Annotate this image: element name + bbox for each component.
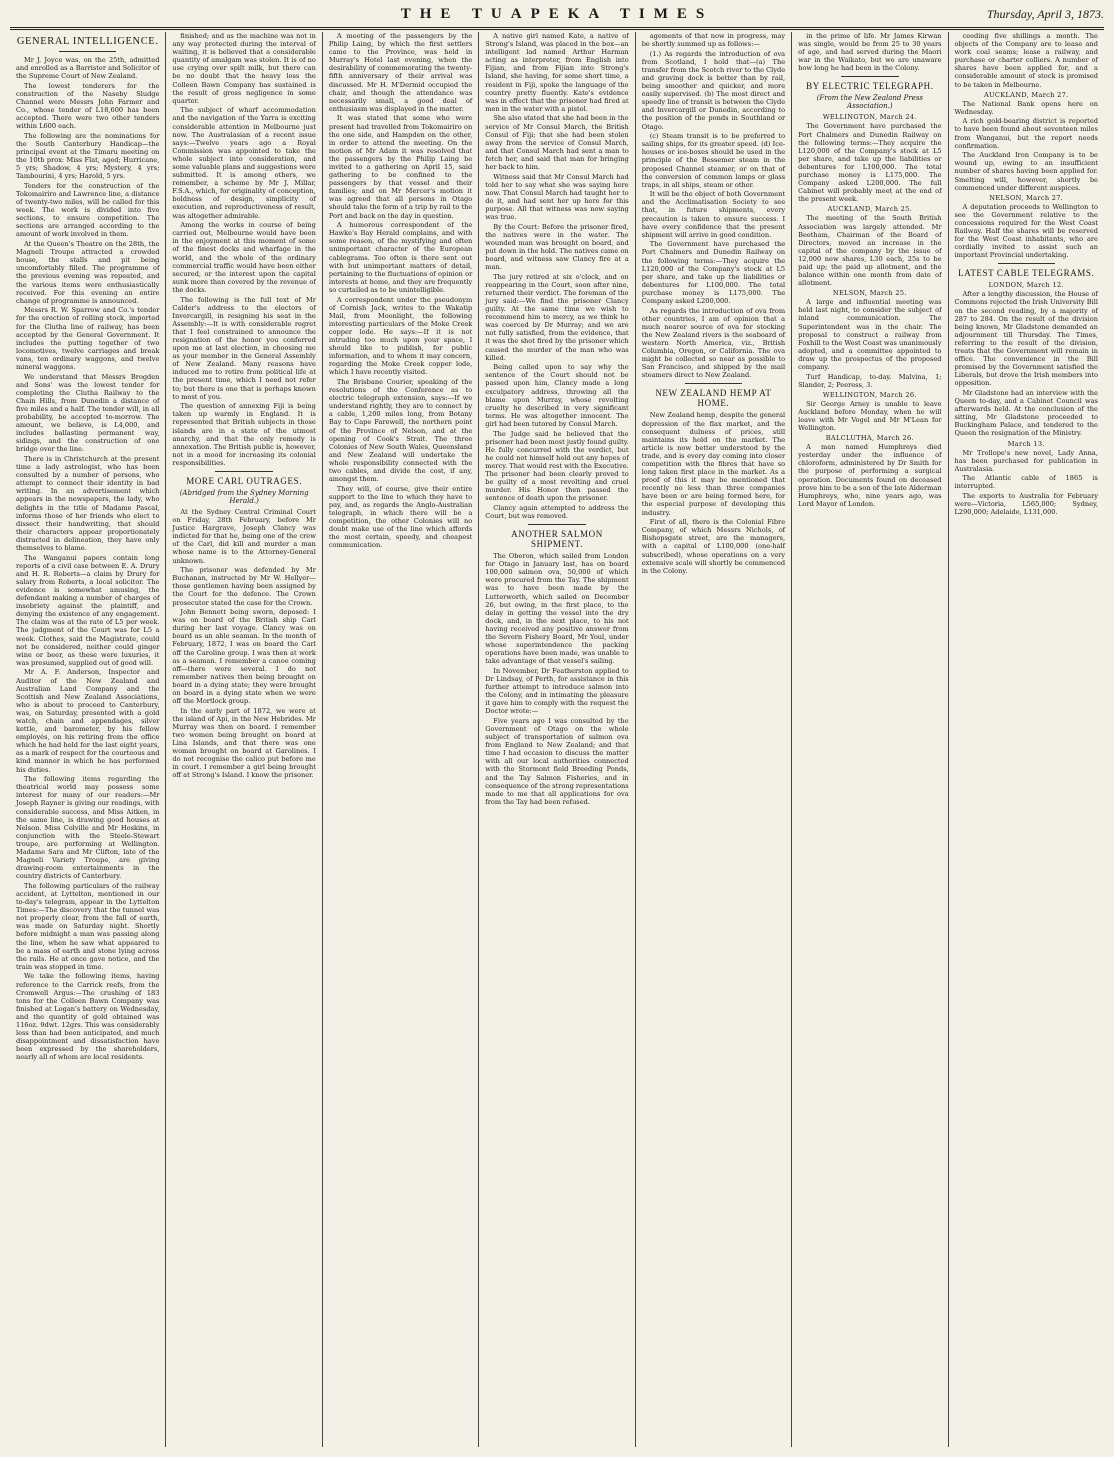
paragraph: (1.) As regards the introduction of ova from Scotland, I hold that—(a) The transfer from the Scotch river to the Clyde and graving dock is better than by rail, being smoother and quicker, and more easily supervised. (b) The most direct and speedy line of transit is between the Clyde and Invercargill or Dunedin, according to the position of the ponds in Southland or Otago. (641, 49, 786, 131)
paragraph: New Zealand hemp, despite the general depression of the flax market, and the consequent dulness of prices, still maintains its hold on the market. The article is now better understood by the trade, and is every day coming into closer competition with the fibres that have so long taken first place in the market. As a proof of this it may be mentioned that recently no less than three companies have been or are being formed here, for the especial purpose of developing this industry. (641, 411, 786, 517)
paragraph: The Atlantic cable of 1865 is interrupted. (954, 474, 1098, 491)
issue-date: Thursday, April 3, 1873. (986, 7, 1104, 21)
paragraph: The subject of wharf accommodation and the navigation of the Yarra is exciting considerable attention in Melbourne just now. The Australasian of a recent issue says:—Twelve years ago a Royal Commission was appointed to take the whole subject into consideration, and some valuable plans and suggestions were submitted. It is among others, we remember, a scheme by Mr J. Millar, F.S.A., which, for originality of conception, boldness of design, simplicity of execution, and reproductiveness of result, was altogether admirable. (172, 106, 316, 220)
paragraph: First of all, there is the Colonial Fibre Company, of which Messrs Nichols, of Bishopsgate street, are the managers, with a capital of L100,000 (one-half subscribed), whose operations on a very extensive scale will shortly be commenced in the Colony. (641, 518, 786, 575)
dateline: LONDON, March 12. (988, 281, 1064, 290)
paragraph: A deputation proceeds to Wellington to see the Government relative to the concessions required for the West Coast Railway. Half the shares will be reserved for the West Coast inhabitants, who are cordially invited to assist such an important Provincial undertaking. (954, 202, 1098, 260)
paragraph: There is in Christchurch at the present time a lady astrologist, who has been consulted by a number of persons, who attempt to connect their identity in bad writing. In an advertisement which appears in the newspapers, the lady, who delights in the title of Madame Pascal, informs those of her friends who elect to dissect their handwriting, that should their characters appear proportionately distracted in delineation, they have only themselves to blame. (16, 455, 160, 553)
paragraph: After a lengthy discussion, the House of Commons rejected the Irish University Bill on the second reading, by a majority of 287 to 284. On the result of the division being known, Mr Gladstone demanded an adjournment till Thursday. The Times, referring to the result of the division, treats that the Government will remain in office. The convenience in the Bill promised by the Government satisfied the Liberals, but drove the Irish members into opposition. (954, 290, 1098, 388)
paragraph: It was stated that some who were present had travelled from Tokomairiro on the one side, and Hampden on the other, in order to attend the meeting. On the motion of Mr Adam it was resolved that the passengers by the Philip Laing be invited to a gathering on April 15, said gathering to be confined to the passengers by that vessel and their families; and on Mr Mercer's motion it was agreed that all persons in Otago should take the form of a trip by rail to the Port and back on the day in question. (328, 114, 473, 220)
column-4 (479, 32, 635, 1447)
paragraph: The Auckland Iron Company is to be wound up, owing to an insufficient number of shares having been applied for. Smelting will, however, shortly be commenced under different auspices. (954, 151, 1098, 192)
section-heading: BY ELECTRIC TELEGRAPH. (806, 81, 934, 92)
paragraph: The following are the nominations for the South Canterbury Handicap—the principal event at the Timaru meeting on the 10th prox: Miss Flat, aged; Hurricane, 5 yrs; Shadow, 4 yrs; Mystery, 4 yrs; Tambourini, 4 yrs; Harold, 5 yrs. (16, 131, 160, 181)
paragraph: We understand that Messrs Brogden and Sons' was the lowest tender for completing the Clutha Railway to the Chain Hills, from Dunedin a distance of five miles and a half. The tender will, in all probability, be accepted to-morrow. The amount, we believe, is L4,000, and includes ballasting permanent way, sidings, and the construction of one bridge over the line. (16, 372, 160, 454)
paragraph: Tenders for the construction of the Tokomairiro and Lawrence line, a distance of twenty-two miles, will be called for this week. The work is divided into five sections, to ensure competition. The sections are arranged according to the amount of work involved in them. (16, 181, 160, 239)
paragraph: A meeting of the passengers by the Philip Laing, by which the first settlers came to the Province, was held in Murray's Hotel last evening, when the desirability of commemorating the twenty-fifth anniversary of their arrival was discussed. Mr H. M'Dermid occupied the chair, and though the attendance was necessarily small, a good deal of enthusiasm was displayed in the matter. (328, 32, 473, 113)
paragraph: Mr Trollope's new novel, Lady Anna, has been purchased for publication in Australasia. (954, 448, 1098, 473)
paragraph: The Wanganui papers contain long reports of a civil case between E. A. Drury and H. R. Roberts—a claim by Drury for salary from Roberts, a local solicitor. The evidence is somewhat amusing, the defendant making a number of charges of insobriety against the plaintiff, and denying the existence of any engagement. The claim was at the rate of L5 per week. The judgment of the Court was for L5 a week. Clothes, said the Magistrate, could not be considered, neither could ginger wine or beer, as these were luxuries, it was presumed, supplied out of good will. (16, 553, 160, 667)
dateline: AUCKLAND, March 25. (827, 205, 913, 214)
divider (841, 76, 898, 77)
paragraph: finished; and as the machine was not in any way protected during the interval of waiting, it is believed that a considerable quantity of amalgam was stolen. It is of no use crying over spilt milk, but there can be no doubt that the heavy loss the Colleen Bawn Company has sustained is the result of gross negligence in some quarter. (172, 32, 316, 105)
divider (59, 51, 116, 52)
paragraph: The Brisbane Courier, speaking of the resolutions of the Conference as to electric telegraph extension, says:—If we understand rightly, they are to connect by a cable, 1,200 miles long, from Botany Bay to Cape Farewell, the northern point of the Province of Nelson, and at the opening of Cook's Strait. The three Colonies of New South Wales, Queensland and New Zealand will undertake the whole responsibility connected with the two cables, and divide the cost, if any, amongst them. (328, 377, 473, 484)
paragraph: Being called upon to say why the sentence of the Court should not be passed upon him, Clancy made a long exculpatory address, throwing all the blame upon Murray, whose revolting cruelty he described in very significant terms. He was altogether innocent. The girl had been tutored by Consul March. (485, 363, 629, 428)
paragraph: They will, of course, give their entire support to the line to which they have to pay, and, as regards the Anglo-Australian telegraph, in which there will be a competition, the other Colonies will no doubt make use of the line which affords the most certain, speedy, and cheapest communication. (328, 484, 473, 550)
section-heading: LATEST CABLE TELEGRAMS. (958, 268, 1095, 279)
paragraph: A rich gold-bearing district is reported to have been found about seventeen miles from Wanganui, but the report needs confirmation. (954, 117, 1098, 150)
dateline: March 13. (1007, 439, 1045, 448)
paragraph: At the Queen's Theatre on the 28th, the Magneli Troupe attracted a crowded house, the stalls and pit being uncomfortably filled. The programme of the previous evening was repeated, and the various items were enthusiastically received. For this evening an entire change of programme is announced. (16, 240, 160, 305)
divider (528, 524, 585, 525)
paragraph: The Judge said he believed that the prisoner had been most justly found guilty. He fully concurred with the verdict, but he could not himself hold out any hopes of mercy. That would rest with the Executive. The prisoner had been clearly proved to be guilty of a most revolting and cruel murder. His Honor then passed the sentence of death upon the prisoner. (485, 429, 629, 503)
divider (685, 383, 742, 384)
paragraph: By the Court: Before the prisoner fired, the natives were in the water. The wounded man was brought on board, and put down in the hold. The natives came on board, and witness saw Clancy fire at a man. (485, 222, 629, 272)
paragraph: In the early part of 1872, we were at the island of Api, in the New Hebrides. Mr Murray was then on board. I remember two women being brought on board at Lina Islands, and that there was one woman brought on board at Garolines. I do not recognise the calico put before me in court. I remember a girl being brought off at Strong's Island. I know the prisoner. (172, 706, 316, 780)
column-6 (792, 32, 948, 1447)
paragraph: Mr J. Joyce was, on the 25th, admitted and enrolled as a Barrister and Solicitor of the Supreme Court of New Zealand. (16, 56, 160, 81)
paragraph: The National Bank opens here on Wednesday. (954, 99, 1098, 116)
paragraph: At the Sydney Central Criminal Court on Friday, 28th February, before Mr Justice Hargrave, Joseph Clancy was indicted for that he, being one of the crew of the Carl, did kill and murder a man whose name is to the Attorney-General unknown. (172, 507, 316, 565)
section-subheading: (Abridged from the Sydney Morning Herald.) (179, 488, 309, 505)
paragraph: A man named Humphreys died yesterday under the influence of chloroform, administered by Dr Smith for the purpose of performing a surgical operation. Documents found on deceased prove him to be a son of the late Alderman Humphreys, who, nine years ago, was Lord Mayor of London. (798, 443, 942, 508)
paragraph: The Government have purchased the Port Chalmers and Dunedin Railway on the following terms:—They acquire the L120,000 of the Company's stock at L5 per share, and take up the liabilities or debentures for L100,000. The total purchase money is L175,000. The Company asked L200,000. (641, 240, 786, 305)
paragraph: The Oberon, which sailed from London for Otago in January last, has on board 100,000 salmon ova, 50,000 of which were procured from the Tay. The shipment was to have been made by the Lutterworth, which sailed on December 26, but owing, in the first place, to the delay in getting the vessel into the dry dock, and, in the next place, to his not having received any positive answer from the Severn Fishery Board, Mr Youl, under whose superintendence the packing operations have been made, was unable to take advantage of that vessel's sailing. (485, 552, 629, 666)
section-heading: NEW ZEALAND HEMP AT HOME. (655, 388, 772, 409)
paragraph: The meeting of the South British Association was largely attended. Mr Beetham, Chairman of the Board of Directors, moved an increase in the capital of the company by the issue of 12,000 new shares, L30 each, 25s to be paid up; the paid up allotment, and the balance within one month from date of allotment. (798, 214, 942, 288)
paragraph: Sir George Arney is unable to leave Auckland before Monday, when he will leave with Mr Vogel and Mr M'Lean for Wellington. (798, 399, 942, 433)
dateline: AUCKLAND, March 27. (983, 90, 1069, 99)
section-heading: ANOTHER SALMON SHIPMENT. (511, 529, 603, 550)
divider (998, 263, 1055, 264)
paragraph: The following is the full text of Mr Calder's address to the electors of Invercargill, in resigning his seat in the Assembly:—It is with considerable regret that I feel constrained to announce the resignation of the honor you conferred upon me at last election, in choosing me as your member in the General Assembly of New Zealand. Many reasons have induced me to retire from political life at the present time, which I need not refer to; but there is one that is perhaps known to most of you. (172, 295, 316, 401)
section-heading: MORE CARL OUTRAGES. (186, 475, 303, 486)
paragraph: She also stated that she had been in the service of Mr Consul March, the British Consul of Fiji; that she had been stolen away from the service of Consul March, and that Consul March had sent a man to fetch her, and said that man for bringing her back to him. (485, 114, 629, 171)
column-7 (949, 32, 1104, 1447)
columns (10, 32, 1104, 1447)
paragraph: (c) Steam transit is to be preferred to sailing ships, for its greater speed. (d) Ice-houses or ice-boxes should be used in the principle of the Bessemer steam in the proposed Channel steamer, or on that of the conversion of common lamps or glass traps, in all ships, steam or other. (641, 132, 786, 189)
paragraph: A native girl named Kate, a native of Strong's Island, was placed in the box—an intelligent lad named Arthur Harman acting as interpreter, from English into Fijian, and from Fijian into Strong's Island, she having, for some short time, a resident in Fiji, spoke the language of the country pretty fluently. Kate's evidence was in effect that the prisoner had fired at men in the water with a pistol. (485, 32, 629, 113)
paragraph: Turf Handicap, to-day. Malvina, 1; Slander, 2; Peeress, 3. (798, 372, 942, 389)
paragraph: Mr Gladstone had an interview with the Queen to-day, and a Cabinet Council was afterwards held. At the conclusion of the sitting, Mr Gladstone proceeded to Buckingham Palace, and tendered to the Queen the resignation of the Ministry. (954, 388, 1098, 438)
section-heading: GENERAL INTELLIGENCE. (16, 36, 159, 47)
paragraph: The following items regarding the theatrical world may possess some interest for many of our readers:—Mr Joseph Rayner is giving our readings, with considerable success, and Miss Aitken, in the same line, is drawing good houses at Nelson. Miss Colville and Mr Hoskins, in conjunction with the Steele-Stewart troupe, are performing at Wellington. Madame Sara and Mr Clifton, late of the Magneli Variety Troupe, are giving drawing-room entertainments in the country districts of Canterbury. (16, 775, 160, 881)
divider (215, 471, 272, 472)
paragraph: A correspondent under the pseudonym of Cornish Jack, writes to the Wakatip Mail, from Moonlight, the following interesting particulars of the Moke Creek copper lode. He says:—If it is not intruding too much upon your space, I should like to publish, for public information, and to whom it may concern, regarding the Moke Creek copper lode, which I have recently visited. (328, 295, 473, 377)
dateline: NELSON, March 25. (832, 289, 907, 298)
paragraph: agements of that now in progress, may be shortly summed up as follows:— (641, 32, 786, 49)
paragraph: A large and influential meeting was held last night, to consider the subject of inland communication. The Superintendent was in the chair. The proposal to construct a railway from Foxhill to the West Coast was unanimously adopted, and a committee appointed to draw up the prospectus of the proposed company. (798, 298, 942, 371)
dateline: WELLINGTON, March 26. (822, 390, 917, 399)
column-5 (636, 32, 792, 1447)
paragraph: Clancy again attempted to address the Court, but was removed. (485, 503, 629, 520)
paragraph: Witness said that Mr Consul March had told her to say what she was saying here now. That Consul March had taught her to do it, and had sent her up here for this purpose. All that witness was now saying was true. (485, 172, 629, 222)
paragraph: The prisoner was defended by Mr Buchanan, instructed by Mr W. Hellyer—those gentlemen having been assigned by the Court for the defence. The Crown prosecutor stated the case for the Crown. (172, 566, 316, 607)
section-subheading: (From the New Zealand Press Association.) (816, 94, 923, 111)
paragraph: The exports to Australia for February were—Victoria, L565,000; Sydney, L290,000; Adelaide, L131,000. (954, 492, 1098, 517)
paragraph: The question of annexing Fiji is being taken up warmly in England. It is represented that British subjects in those islands are in a state of the utmost anarchy, and that the only remedy is annexation. The British public is, however, not in a mood for increasing its colonial responsibilities. (172, 402, 316, 467)
column-1 (10, 32, 166, 1447)
masthead-rule-lower (10, 29, 1104, 30)
newspaper-title: THE TUAPEKA TIMES (400, 6, 714, 22)
paragraph: The lowest tenderers for the construction of the Naseby Sludge Channel were Messrs John Farmer and Co., whose tender of L18,600 has been accepted. There were two other tenders within L600 each. (16, 81, 160, 131)
paragraph: in the prime of life. Mr James Kirwan was single, would be from 25 to 30 years of age, and had served during the Maori war in the Waikato, but we are unaware how long he had been in the Colony. (798, 32, 942, 73)
paragraph: Five years ago I was consulted by the Government of Otago on the whole subject of transportation of salmon ova from England to New Zealand; and that time I had occasion to discuss the matter with all our local authorities connected with the Stormont field Breeding Ponds, and the Tay Salmon Fisheries, and in consequence of the strong representations made to me that all applications for ova from the Tay had been refused. (485, 716, 629, 806)
column-2 (166, 32, 322, 1447)
paragraph: Among the works in course of being carried out, Melbourne would have been in the enjoyment at this moment of some of the finest docks and wharfage in the world, and the whole of the ordinary commercial traffic would have been either secured, or the interest upon the capital sunk more than covered by the revenue of the docks. (172, 221, 316, 294)
paragraph: We take the following items, having reference to the Carrick reefs, from the Cromwell Argus:—The crushing of 183 tons for the Colleen Bawn Company was finished at Logan's battery on Wednesday, and the quantity of gold obtained was 116oz. 9dwt. 12grs. This was considerably less than had been anticipated, and much disappointment and dissatisfaction have been expressed by the shareholders, nearly all of whom are local residents. (16, 972, 160, 1062)
paragraph: It will be the object of both Government and the Acclimatisation Society to see that, in future shipments, every precaution is taken to ensure success. I have every confidence that the present shipment will arrive in good condition. (641, 190, 786, 239)
masthead (10, 6, 1104, 28)
paragraph: In November, Dr Featherston applied to Dr Lindsay, of Perth, for assistance in this further attempt to introduce salmon into the Colony, and in intimating the pleasure it gave him to comply with the request the Doctor wrote:— (485, 666, 629, 716)
paragraph: The jury retired at six o'clock, and on reappearing in the Court, soon after nine, returned their verdict. The foreman of the jury said:—We find the prisoner Clancy guilty. At the same time we wish to recommend him to mercy, as we think he was coerced by Dr Murray; and we are not fully satisfied, from the evidence, that it was the shot fired by the prisoner which caused the murder of the man who was killed. (485, 272, 629, 362)
paragraph: The Government have purchased the Port Chalmers and Dunedin Railway on the following terms:—They acquire the L120,000 of the Company's stock at L5 per share, and take up the liabilities or debentures for L100,000. The total purchase money is L175,000. The Company asked L200,000. The full Cabinet will probably meet at the end of the present week. (798, 122, 942, 204)
dateline: NELSON, March 27. (989, 193, 1064, 202)
masthead-rule (10, 27, 1104, 28)
paragraph: Mr A. F. Anderson, Inspector and Auditor of the New Zealand and Australian Land Company and the Scottish and New Zealand Associations, who is about to proceed to Canterbury, was, on Saturday, presented with a gold watch, chain and appendages, silver kettle, and barometer, by his fellow employés, on his retiring from the office which he had held for the last eight years, as a mark of respect for the courteous and kind manner in which he has performed his duties. (16, 668, 160, 774)
column-3 (323, 32, 479, 1447)
dateline: WELLINGTON, March 24. (822, 113, 917, 122)
paragraph: As regards the introduction of ova from other countries, I am of opinion that a much nearer source of ova for stocking the New Zealand rivers is the seaboard of western North America, viz., British Columbia, Oregon, or California. The ova might be collected so near as possible to San Francisco, and shipped by the mail steamers direct to New Zealand. (641, 306, 786, 380)
dateline: BALCLUTHA, March 26. (825, 434, 914, 443)
paragraph: A humorous correspondent of the Hawke's Bay Herald complains, and with some reason, of the mystifying and often unimportant character of the European cablegrams. Too often is there sent out with but unimportant matters of detail, pertaining to the fluctuations of opinion or interests at home, and they are frequently so curtailed as to be unintelligible. (328, 221, 473, 294)
paragraph: The following particulars of the railway accident, at Lyttelton, mentioned in our to-day's telegram, appear in the Lyttelton Times:—The discovery that the tunnel was not properly clear, from the fall of earth, was made on Saturday night. Shortly before midnight a man was passing along the line, when he saw what appeared to be a mass of earth and stone lying across the rails. He at once gave notice, and the train was stopped in time. (16, 881, 160, 971)
paragraph: Messrs R. W. Sparrow and Co.'s tender for the erection of rolling stock, imported for the Clutha line of railway, has been accepted by the General Government. It includes the putting together of two locomotives, twelve carriages and break vans, ten ordinary waggons, and twelve mineral waggons. (16, 306, 160, 371)
paragraph: ceeding five shillings a month. The objects of the Company are to lease and work coal seams; lease a railway, and purchase or charter colliers. A number of shares have been applied for, and a considerable amount of stock is promised to be taken in Melbourne. (954, 32, 1098, 89)
paragraph: John Bennett being sworn, deposed: I was on board of the British ship Carl during her last voyage. Clancy was on board as an able seaman. In the month of February, 1872, I was on board the Carl off the Caroline group. I was then at work as a seaman. I remember a canoe coming off—there were several. I do not remember natives then being brought on board in a dying state; they were brought on board in a dying state when we were off the Mortlock group. (172, 608, 316, 706)
